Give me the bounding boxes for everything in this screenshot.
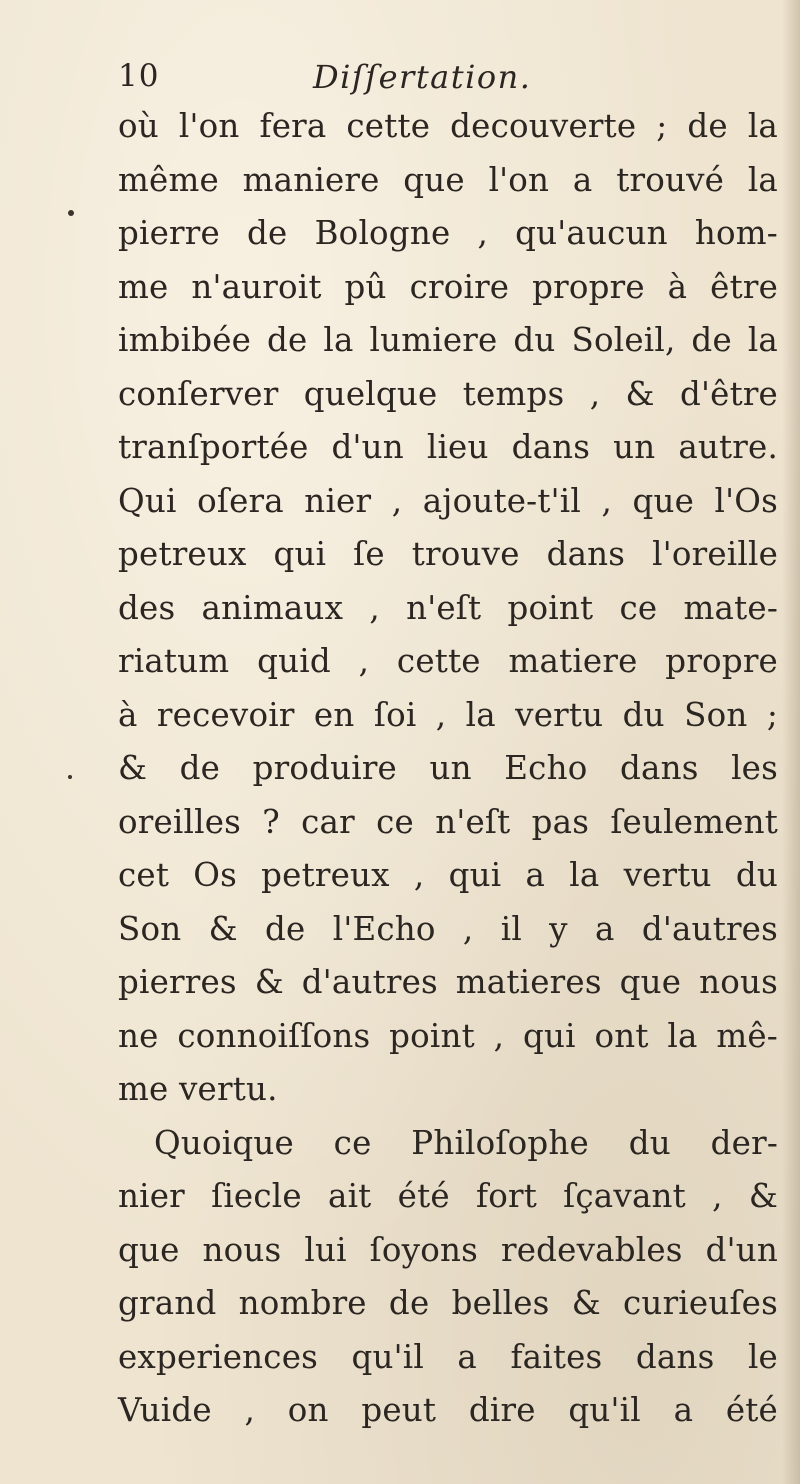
text-line: ne connoiſſons point , qui ont la mê-	[118, 1016, 778, 1055]
text-line: cet Os petreux , qui a la vertu du	[118, 856, 778, 894]
text-line: des animaux , n'eſt point ce mate-	[118, 588, 778, 627]
text-line: me vertu.	[118, 1070, 278, 1108]
margin-ink-mark	[68, 210, 74, 216]
text-line: Son & de l'Echo , il y a d'autres	[118, 909, 778, 948]
text-line: petreux qui ſe trouve dans l'oreille	[118, 535, 778, 573]
text-line: nier ſiecle ait été fort ſçavant , &	[118, 1177, 778, 1215]
body-text	[118, 100, 778, 1438]
text-line: conſerver quelque temps , & d'être	[118, 374, 778, 413]
text-line: imbibée de la lumiere du Soleil, de la	[118, 321, 778, 359]
text-line: tranſportée d'un lieu dans un autre.	[118, 428, 778, 466]
text-line: Vuide , on peut dire qu'il a été	[118, 1391, 778, 1429]
running-head: Diſſertation.	[313, 58, 532, 96]
page-header	[118, 58, 778, 104]
text-line: & de produire un Echo dans les	[118, 749, 778, 787]
text-line: experiences qu'il a faites dans le	[118, 1337, 778, 1376]
text-line: pierre de Bologne , qu'aucun hom-	[118, 214, 778, 252]
page-number: 10	[118, 58, 160, 94]
text-line: Qui oſera nier , ajoute-t'il , que l'Os	[118, 481, 778, 520]
text-line: même maniere que l'on a trouvé la	[118, 160, 778, 199]
text-line: où l'on fera cette decouverte ; de la	[118, 107, 778, 145]
text-line: grand nombre de belles & curieuſes	[118, 1284, 778, 1322]
margin-ink-mark	[68, 775, 72, 779]
text-line: à recevoir en ſoi , la vertu du Son ;	[118, 695, 778, 734]
text-line: riatum quid , cette matiere propre	[118, 642, 778, 680]
text-line: me n'auroit pû croire propre à être	[118, 267, 778, 306]
text-line: pierres & d'autres matieres que nous	[118, 963, 778, 1001]
text-line: oreilles ? car ce n'eſt pas ſeulement	[118, 802, 778, 841]
page-edge-shadow	[782, 0, 800, 1484]
paragraph-first-line: Quoique ce Philoſophe du der-	[154, 1123, 778, 1162]
text-line: que nous lui ſoyons redevables d'un	[118, 1230, 778, 1269]
